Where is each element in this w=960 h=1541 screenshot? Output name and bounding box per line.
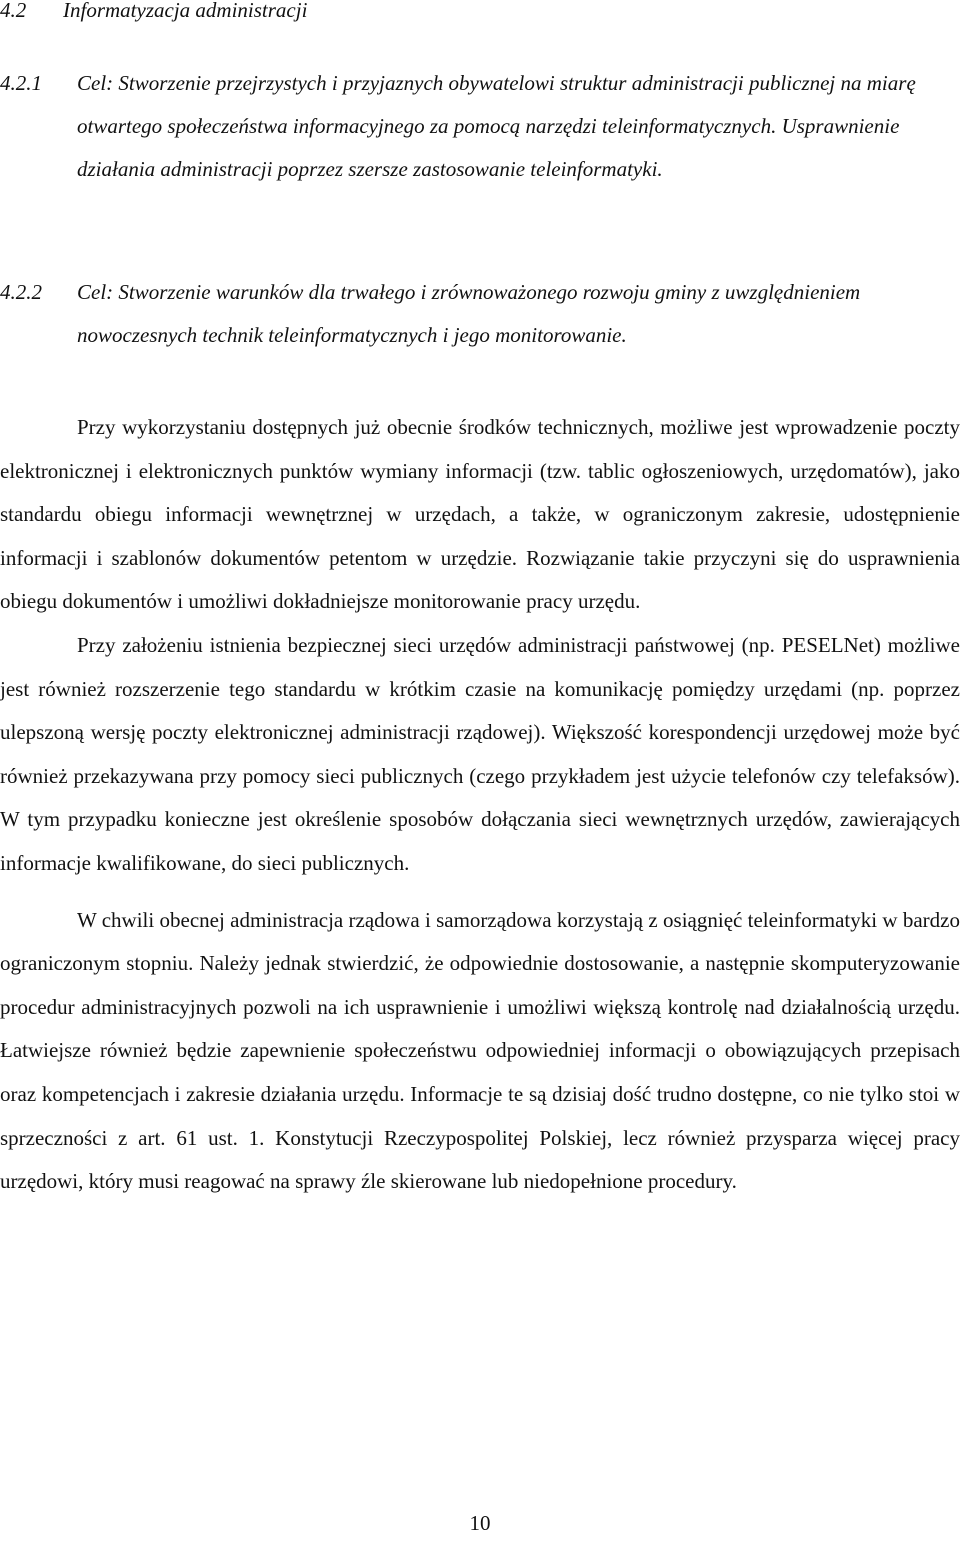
section-title: Informatyzacja administracji bbox=[63, 0, 308, 22]
section-heading-4-2 bbox=[0, 0, 960, 32]
subsection-heading-4-2-1 bbox=[0, 62, 960, 191]
page-number: 10 bbox=[469, 1511, 491, 1535]
paragraph-1: Przy wykorzystaniu dostępnych już obecnie środków technicznych, możliwe jest wprowadzenie poczty elektronicznej i elektronicznych punktów wymiany informacji (tzw. tablic ogłoszeniowych, urzędomatów), jako standardu obiegu informacji wewnętrznej w urzędach, a także, w ograniczonym zakresie, udostępnienie informacji i szablonów dokumentów petentom w urzędzie. Rozwiązanie takie przyczyni się do usprawnienia obiegu dokumentów i umożliwi dokładniejsze monitorowanie pracy urzędu. bbox=[0, 415, 960, 614]
paragraph-2: Przy założeniu istnienia bezpiecznej sieci urzędów administracji państwowej (np. PESELNet) możliwe jest również rozszerzenie tego standardu w krótkim czasie na komunikację pomiędzy urzędami (np. poprzez ulepszoną wersję poczty elektronicznej administracji rządowej). Większość korespondencji urzędowej może być również przekazywana przy pomocy sieci publicznych (czego przykładem jest użycie telefonów czy telefaksów). W tym przypadku konieczne jest określenie sposobów dołączania sieci wewnętrznych urzędów, zawierających informacje kwalifikowane, do sieci publicznych. bbox=[0, 632, 960, 875]
subsection-number: 4.2.1 bbox=[0, 71, 42, 95]
subsection-title: Cel: Stworzenie warunków dla trwałego i zrównoważonego rozwoju gminy z uwzględnieniem nowoczesnych technik teleinformatycznych i jego monitorowanie. bbox=[77, 280, 861, 347]
body-text bbox=[0, 406, 960, 1204]
subsection-number: 4.2.2 bbox=[0, 280, 42, 304]
paragraph-3: W chwili obecnej administracja rządowa i samorządowa korzystają z osiągnięć teleinformatyki w bardzo ograniczonym stopniu. Należy jednak stwierdzić, że odpowiednie dostosowanie, a następnie skomputeryzowanie procedur administracyjnych pozwoli na ich usprawnienie i umożliwi większą kontrolę nad działalnością urzędu. Łatwiejsze również będzie zapewnienie społeczeństwu odpowiedniej informacji o obowiązujących przepisach oraz kompetencjach i zakresie działania urzędu. Informacje te są dzisiaj dość trudno dostępne, co nie tylko stoi w sprzeczności z art. 61 ust. 1. Konstytucji Rzeczypospolitej Polskiej, lecz również przysparza więcej pracy urzędowi, który musi reagować na sprawy źle skierowane lub niedopełnione procedury. bbox=[0, 907, 960, 1194]
subsection-title: Cel: Stworzenie przejrzystych i przyjaznych obywatelowi struktur administracji publicznej na miarę otwartego społeczeństwa informacyjnego za pomocą narzędzi teleinformatycznych. Usprawnienie działania administracji poprzez szersze zastosowanie teleinformatyki. bbox=[77, 71, 916, 181]
section-number: 4.2 bbox=[0, 0, 27, 22]
subsection-heading-4-2-2 bbox=[0, 271, 960, 357]
